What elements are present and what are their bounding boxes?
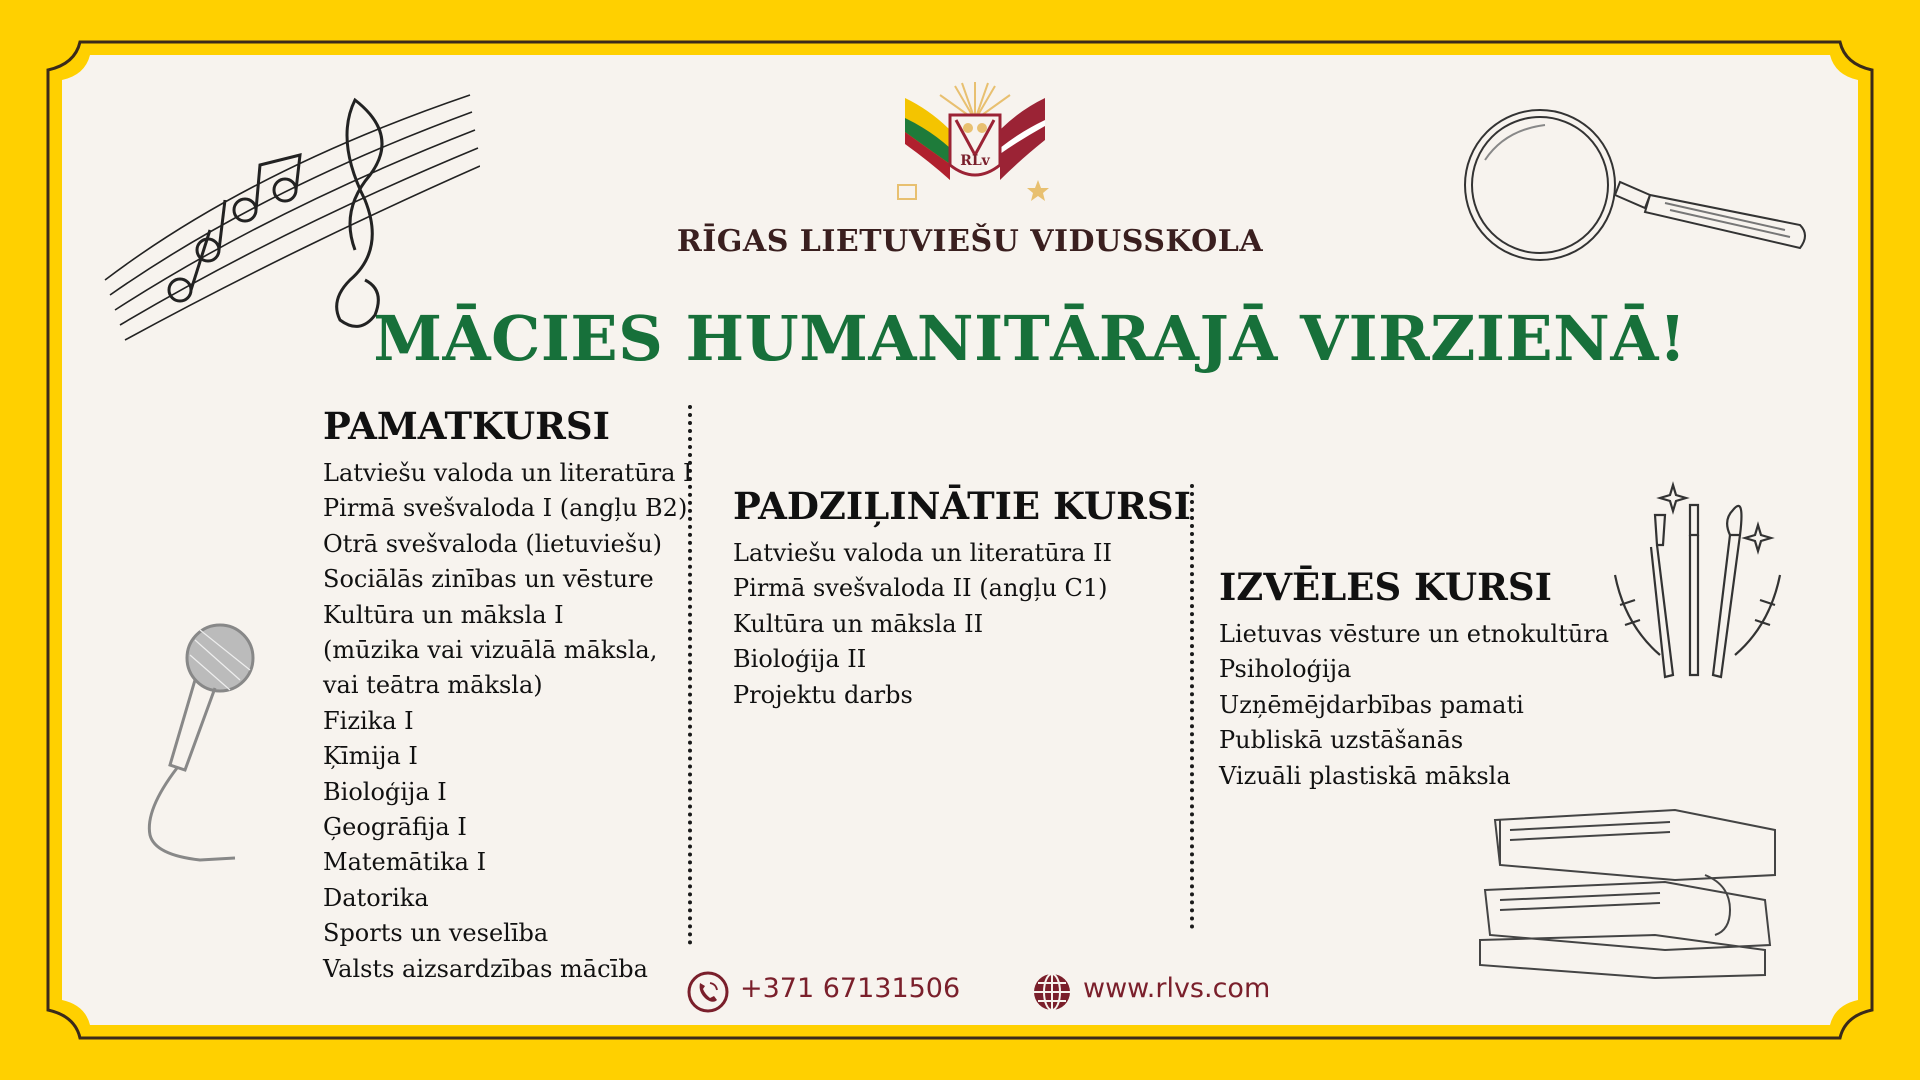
logo-letters: RLv [960, 153, 990, 169]
list-item: (mūzika vai vizuālā māksla, [323, 636, 658, 665]
list-item: Latviešu valoda un literatūra II [733, 539, 1113, 567]
magnifying-glass-icon [1455, 100, 1815, 280]
column-divider [1190, 484, 1194, 929]
column-title: PADZIĻINĀTIE KURSI [733, 484, 1191, 528]
list-item: Sociālās zinības un vēsture [323, 565, 654, 594]
column-divider [688, 405, 692, 945]
list-item: Psiholoģija [1219, 655, 1352, 684]
school-name: RĪGAS LIETUVIEŠU VIDUSSKOLA [676, 224, 1264, 259]
list-item: Vizuāli plastiskā māksla [1219, 761, 1511, 790]
list-item: Valsts aizsardzības mācība [323, 954, 648, 983]
list-item: Bioloģija II [733, 645, 867, 674]
list-item: vai teātra māksla) [323, 671, 543, 700]
school-logo [890, 80, 1060, 205]
list-item: Matemātika I [323, 848, 487, 877]
list-item: Fizika I [323, 706, 414, 735]
globe-icon [1030, 970, 1074, 1014]
list-item: Kultūra un māksla II [733, 609, 984, 638]
list-item: Uzņēmējdarbības pamati [1219, 690, 1524, 719]
column-izveles-kursi [1219, 565, 1609, 794]
list-item: Otrā svešvaloda (lietuviešu) [323, 529, 663, 558]
list-item: Kultūra un māksla I [323, 600, 564, 629]
column-padzilinatie-kursi [733, 484, 1191, 713]
list-item: Ģeogrāfija I [323, 813, 467, 842]
list-item: Publiskā uzstāšanās [1219, 726, 1464, 755]
list-item: Latviešu valoda un literatūra I [323, 459, 693, 487]
list-item: Sports un veselība [323, 919, 549, 948]
list-item: Datorika [323, 883, 429, 912]
website-link[interactable]: www.rlvs.com [1083, 973, 1271, 1004]
phone-icon [686, 970, 730, 1014]
microphone-icon [140, 620, 270, 870]
paint-brushes-icon [1595, 475, 1800, 685]
column-title: IZVĒLES KURSI [1219, 565, 1552, 609]
list-item: Projektu darbs [733, 680, 913, 709]
headline: MĀCIES HUMANITĀRAJĀ VIRZIENĀ! [373, 302, 1687, 375]
list-item: Ķīmija I [323, 742, 418, 771]
phone-number-link[interactable]: +371 67131506 [740, 973, 961, 1004]
list-item: Bioloģija I [323, 777, 447, 806]
column-pamatkursi [323, 404, 693, 987]
list-item: Lietuvas vēsture un etnokultūra [1219, 620, 1610, 648]
column-title: PAMATKURSI [323, 404, 610, 448]
list-item: Pirmā svešvaloda I (angļu B2) [323, 494, 688, 523]
list-item: Pirmā svešvaloda II (angļu C1) [733, 574, 1108, 603]
music-notes-icon [100, 80, 480, 350]
books-icon [1475, 800, 1785, 980]
